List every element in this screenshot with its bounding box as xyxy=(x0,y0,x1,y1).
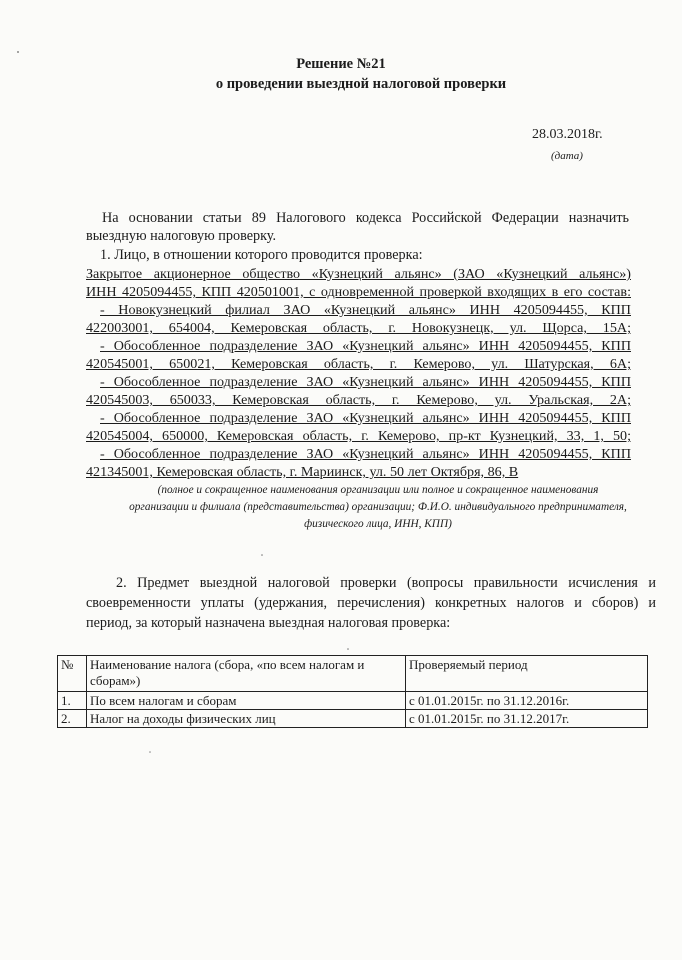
org-line: 422003001, 654004, Кемеровская область, г. Новокузнецк, ул. Щорса, 15А; xyxy=(86,320,631,336)
date-caption: (дата) xyxy=(551,150,583,162)
org-line: 420545003, 650033, Кемеровская область, г. Кемерово, ул. Уральская, 2А; xyxy=(86,392,631,408)
section2-paragraph xyxy=(86,573,656,633)
header-cell-period: Проверяемый период xyxy=(406,656,648,692)
decision-date: 28.03.2018г. xyxy=(532,127,603,142)
section2-line: своевременности уплаты (удержания, перечисления) конкретных налогов и сборов) и xyxy=(86,595,656,611)
organization-block xyxy=(86,265,631,481)
row-tax-name: Налог на доходы физических лиц xyxy=(87,710,406,728)
org-line: Закрытое акционерное общество «Кузнецкий альянс» (ЗАО «Кузнецкий альянс») xyxy=(86,266,631,282)
subtitle-line: о проведении выездной налоговой проверки xyxy=(215,76,507,92)
table-header-row xyxy=(58,656,648,692)
header-cell-tax: Наименование налога (сбора, «по всем налогам и сборам») xyxy=(87,656,406,692)
section2-line: период, за который назначена выездная налоговая проверка: xyxy=(86,615,451,631)
scan-speck xyxy=(17,51,19,53)
header-cell-number: № xyxy=(58,656,87,692)
row-period: с 01.01.2015г. по 31.12.2016г. xyxy=(406,692,648,710)
org-line: - Обособленное подразделение ЗАО «Кузнецкий альянс» ИНН 4205094455, КПП xyxy=(100,410,631,426)
tax-table xyxy=(57,655,648,728)
org-line: - Обособленное подразделение ЗАО «Кузнецкий альянс» ИНН 4205094455, КПП xyxy=(100,446,631,462)
org-line: 420545004, 650000, Кемеровская область, г. Кемерово, пр-кт Кузнецкий, 33, 1, 50; xyxy=(86,428,631,444)
table-row xyxy=(58,710,648,728)
caption-line: физического лица, ИНН, КПП) xyxy=(304,518,452,530)
section2-line: 2. Предмет выездной налоговой проверки (вопросы правильности исчисления и xyxy=(116,575,656,591)
scan-speck xyxy=(149,751,151,753)
row-tax-name: По всем налогам и сборам xyxy=(87,692,406,710)
organization-caption xyxy=(98,482,658,533)
org-line: - Обособленное подразделение ЗАО «Кузнецкий альянс» ИНН 4205094455, КПП xyxy=(100,374,631,390)
scan-speck xyxy=(347,648,349,650)
org-line: - Новокузнецкий филиал ЗАО «Кузнецкий альянс» ИНН 4205094455, КПП xyxy=(100,302,631,318)
intro-paragraph: На основании статьи 89 Налогового кодекса Российской Федерации назначить выездную налоговую проверку. xyxy=(86,210,629,244)
document-title xyxy=(0,54,682,94)
caption-line: организации и филиала (представительства) организации; Ф.И.О. индивидуального предпринимателя, xyxy=(129,501,627,513)
title-line: Решение №21 xyxy=(296,56,386,72)
org-line: 420545001, 650021, Кемеровская область, г. Кемерово, ул. Шатурская, 6А; xyxy=(86,356,631,372)
scan-speck xyxy=(261,554,263,556)
org-line: - Обособленное подразделение ЗАО «Кузнецкий альянс» ИНН 4205094455, КПП xyxy=(100,338,631,354)
section1-heading: 1. Лицо, в отношении которого проводится проверка: xyxy=(100,247,423,263)
row-number: 1. xyxy=(58,692,87,710)
caption-line: (полное и сокращенное наименования организации или полное и сокращенное наименования xyxy=(157,484,599,496)
row-number: 2. xyxy=(58,710,87,728)
org-line: ИНН 4205094455, КПП 420501001, с одновременной проверкой входящих в его состав: xyxy=(86,284,631,300)
row-period: с 01.01.2015г. по 31.12.2017г. xyxy=(406,710,648,728)
org-line: 421345001, Кемеровская область, г. Мариинск, ул. 50 лет Октября, 86, В xyxy=(86,464,519,480)
table-row xyxy=(58,692,648,710)
